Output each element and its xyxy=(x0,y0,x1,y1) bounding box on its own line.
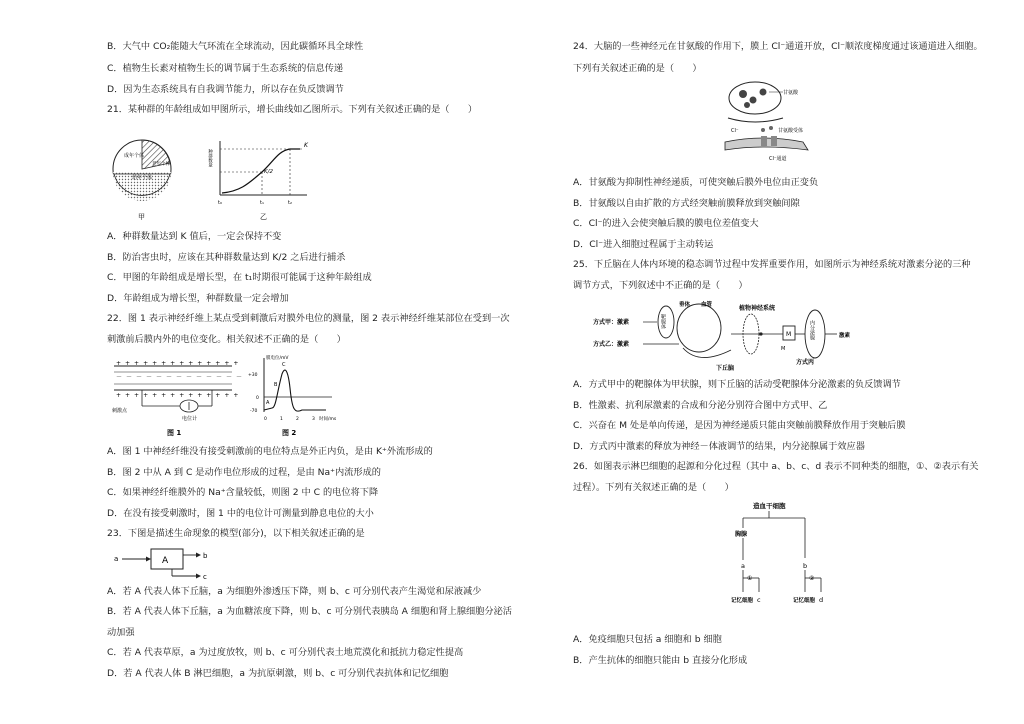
point-a: A xyxy=(266,400,270,406)
cell-b: b xyxy=(803,562,808,570)
svg-text:++++++++++++++: ++++++++++++++ xyxy=(116,392,243,399)
process-1: ① xyxy=(747,575,753,582)
text-line: B．产生抗体的细胞只能由 b 直接分化形成 xyxy=(573,655,748,666)
pie-label-old: 老年个体 xyxy=(152,162,170,167)
text-line: B．性激素、抗利尿激素的合成和分泌分别符合图中方式甲、乙 xyxy=(573,400,828,411)
question-21: 21．某种群的年龄组成如甲图所示，增长曲线如乙图所示。下列有关叙述正确的是（ ） xyxy=(107,104,478,115)
text-line: C．若 A 代表草原，a 为过度放牧，则 b、c 可分别代表土地荒漠化和抵抗力稳定性提高 xyxy=(107,647,464,658)
question-26: 26．如图表示淋巴细胞的起源和分化过程（其中 a、b、c、d 表示不同种类的细胞，①、②表示有关 xyxy=(573,461,979,472)
figure-22 xyxy=(112,352,352,440)
text-line: A．种群数量达到 K 值后，一定会保持不变 xyxy=(107,231,282,242)
y-tick-70: -70 xyxy=(250,409,258,414)
k2-label: K/2 xyxy=(264,169,273,175)
m-caption: M xyxy=(781,346,786,352)
chloride-label: Cl⁻ xyxy=(731,128,739,134)
text-line: A．甘氨酸为抑制性神经递质，可使突触后膜外电位由正变负 xyxy=(573,177,819,188)
box-A: A xyxy=(162,556,169,566)
output-c: c xyxy=(203,573,207,581)
y-label: 膜电位/mV xyxy=(266,356,289,361)
text-line: 刺激前后膜内外的电位变化。相关叙述不正确的是（ ） xyxy=(107,334,346,345)
y-tick-0: 0 xyxy=(256,396,259,401)
text-line: 动加强 xyxy=(107,627,135,638)
thymus-label: 胸腺 xyxy=(735,531,748,538)
k-label: K xyxy=(304,142,308,149)
x-tick-1: 1 xyxy=(280,417,283,422)
figure-21 xyxy=(112,127,312,227)
text-line: B．图 2 中从 A 到 C 是动作电位形成的过程，是由 Na⁺内流形成的 xyxy=(107,467,381,478)
tick-t0: t₀ xyxy=(218,200,222,206)
x-tick-2: 2 xyxy=(296,417,299,422)
text-line: B．若 A 代表人体下丘脑，a 为血糖浓度下降，则 b、c 可分别代表胰岛 A 细胞和肾上腺细胞分泌活 xyxy=(107,606,512,617)
text-line: C．兴奋在 M 处是单向传递，是因为神经递质只能由突触前膜释放作用于突触后膜 xyxy=(573,420,906,431)
svg-text:++++++++++++++: ++++++++++++++ xyxy=(116,360,243,367)
tick-t2: t₂ xyxy=(288,200,292,206)
channel-label: Cl⁻通道 xyxy=(769,156,787,162)
ans-label: 植物神经系统 xyxy=(739,305,776,312)
membrane-potential-chart xyxy=(248,354,337,437)
memory-cell-1: 记忆细胞 xyxy=(731,598,754,604)
figure-25 xyxy=(591,298,861,373)
caption-fig2: 图 2 xyxy=(282,429,297,437)
text-line: A．若 A 代表人体下丘脑，a 为细胞外渗透压下降，则 b、c 可分别代表产生渴觉和尿液减少 xyxy=(107,586,482,597)
x-tick-3: 3 xyxy=(312,417,315,422)
point-b: B xyxy=(274,382,278,388)
figure-26 xyxy=(723,498,843,623)
text-line: A．免疫细胞只包括 a 细胞和 b 细胞 xyxy=(573,634,722,645)
figure-label-jia: 甲 xyxy=(138,213,145,221)
memory-cell-2: 记忆细胞 xyxy=(793,598,816,604)
text-line: C．植物生长素对植物生长的调节属于生态系统的信息传递 xyxy=(107,63,344,74)
hypothalamus-label: 下丘脑 xyxy=(716,365,735,372)
endocrine-gland-label: 内分泌腺 xyxy=(809,320,815,340)
way2-label: 方式乙：激素 xyxy=(593,341,630,348)
left-column xyxy=(107,0,577,724)
way1-label: 方式甲：激素 xyxy=(593,319,630,326)
text-line: 过程）。下列有关叙述正确的是（ ） xyxy=(573,482,734,493)
text-line: A．方式甲中的靶腺体为甲状腺，则下丘脑的活动受靶腺体分泌激素的负反馈调节 xyxy=(573,379,901,390)
growth-curve-chart xyxy=(208,141,310,206)
process-2: ② xyxy=(809,575,815,582)
input-a: a xyxy=(114,555,119,563)
receptor-label: 甘氨酸受体 xyxy=(778,128,804,134)
text-line: 下列有关叙述正确的是（ ） xyxy=(573,63,702,74)
figure-23 xyxy=(112,545,222,585)
right-column xyxy=(573,0,1024,724)
text-line: C．Cl⁻的进入会使突触后膜的膜电位差值变大 xyxy=(573,218,759,229)
y-axis-label: 种群数量 xyxy=(207,149,213,167)
text-line: D．因为生态系统具有自我调节能力，所以存在负反馈调节 xyxy=(107,84,344,95)
figure-label-yi: 乙 xyxy=(260,213,267,221)
text-line: C．甲图的年龄组成是增长型，在 t₁时期很可能属于这种年龄组成 xyxy=(107,272,372,283)
x-tick-0: 0 xyxy=(264,417,267,422)
caption-fig1: 图 1 xyxy=(167,429,182,437)
text-line: B．大气中 CO₂能随大气环流在全球流动，因此碳循环具全球性 xyxy=(107,41,364,52)
output-b: b xyxy=(203,552,208,560)
text-line: D．若 A 代表人体 B 淋巴细胞，a 为抗原刺激，则 b、c 可分别代表抗体和记忆细胞 xyxy=(107,668,449,679)
x-label: 时间/ms xyxy=(319,417,337,422)
hormone-label: 激素 xyxy=(839,333,851,339)
cell-d: d xyxy=(819,596,824,604)
tick-t1: t₁ xyxy=(260,200,264,206)
svg-text:－－－－－－－－－－－－－: －－－－－－－－－－－－－ xyxy=(116,374,247,381)
text-line: D．Cl⁻进入细胞过程属于主动转运 xyxy=(573,239,714,250)
text-line: B．防治害虫时，应该在其种群数量达到 K/2 之后进行捕杀 xyxy=(107,252,346,263)
pie-label-young: 幼年个体 xyxy=(132,175,153,181)
cell-a: a xyxy=(741,562,745,570)
point-c: C xyxy=(282,362,286,368)
question-25: 25．下丘脑在人体内环境的稳态调节过程中发挥重要作用，如图所示为神经系统对激素分泌的三种 xyxy=(573,259,971,270)
age-pie-chart xyxy=(113,140,171,201)
vessel-label: 血管 xyxy=(701,302,713,308)
pie-label-adult: 成年个体 xyxy=(124,153,145,159)
meter-label: 电位计 xyxy=(182,416,198,422)
y-tick-30: +30 xyxy=(248,373,258,378)
target-gland-label: 靶腺体 xyxy=(660,314,666,329)
question-24: 24．大脑的一些神经元在甘氨酸的作用下，膜上 Cl⁻通道开放，Cl⁻顺浓度梯度通过该通道进入细胞。 xyxy=(573,41,983,52)
figure-24 xyxy=(723,80,833,170)
stem-cell-label: 造血干细胞 xyxy=(753,502,786,510)
text-line: A．图 1 中神经纤维没有接受刺激前的电位特点是外正内负，是由 K⁺外流形成的 xyxy=(107,446,433,457)
pituitary-label: 垂体 xyxy=(679,302,691,308)
stimulus-point-label: 刺激点 xyxy=(112,408,128,414)
text-line: D．方式丙中激素的释放为神经－体液调节的结果，内分泌腺属于效应器 xyxy=(573,441,865,452)
question-23: 23．下图是描述生命现象的模型(部分)，以下相关叙述正确的是 xyxy=(107,528,365,539)
text-line: D．年龄组成为增长型，种群数量一定会增加 xyxy=(107,293,289,304)
text-line: 调节方式，下列叙述中不正确的是（ ） xyxy=(573,280,748,291)
text-line: B．甘氨酸以自由扩散的方式经突触前膜释放到突触间隙 xyxy=(573,198,800,209)
text-line: C．如果神经纤维膜外的 Na⁺含量较低，则图 2 中 C 的电位将下降 xyxy=(107,487,379,498)
way3-label: 方式丙 xyxy=(796,359,815,366)
m-label: M xyxy=(786,331,792,338)
nerve-fiber-diagram xyxy=(112,360,246,437)
question-22: 22．图 1 表示神经纤维上某点受到刺激后对膜外电位的测量，图 2 表示神经纤维某部位在受到一次 xyxy=(107,313,510,324)
cell-c: c xyxy=(757,596,761,604)
text-line: D．在没有接受刺激时，图 1 中的电位计可测量到静息电位的大小 xyxy=(107,508,374,519)
glycine-label: 甘氨酸 xyxy=(783,90,799,96)
